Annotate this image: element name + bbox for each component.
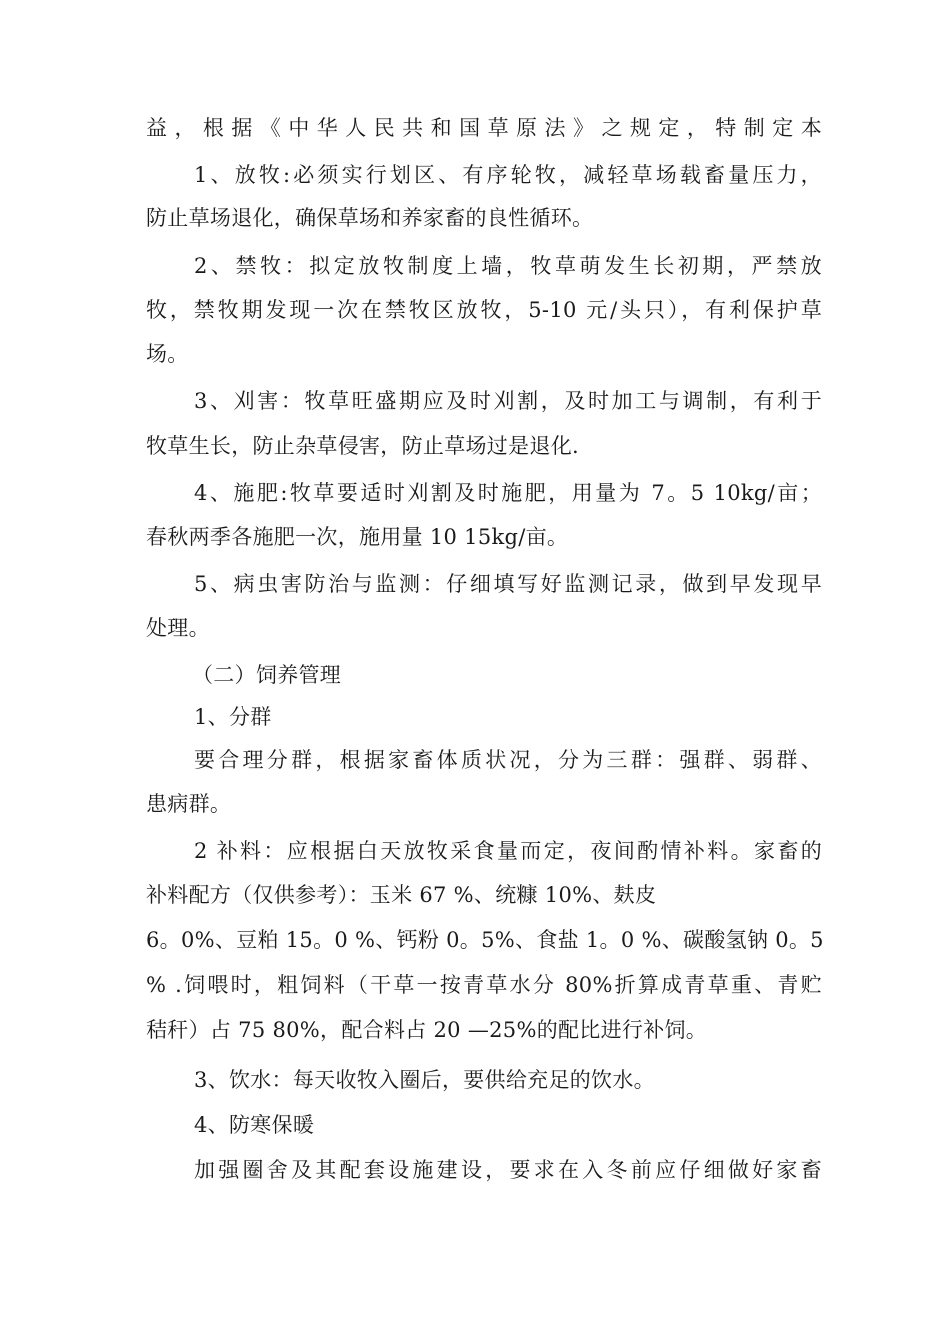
subsection-heading: 1、分群 <box>194 705 272 729</box>
paragraph-line: 患病群。 <box>146 792 232 816</box>
section-heading: （二）饲养管理 <box>192 663 342 687</box>
paragraph-line: % .饲喂时，粗饲料（干草一按青草水分 80%折算成青草重、青贮 <box>146 973 822 997</box>
paragraph-line: 春秋两季各施肥一次，施用量 10 15kg/亩。 <box>146 525 569 549</box>
paragraph-line: 补料配方（仅供参考）：玉米 67 %、统糠 10%、麸皮 <box>146 883 657 907</box>
paragraph-line: 秸秆）占 75 80%，配合料占 20 —25%的配比进行补饲。 <box>146 1018 708 1042</box>
paragraph-line: 要合理分群，根据家畜体质状况，分为三群：强群、弱群、 <box>194 748 822 772</box>
paragraph-line: 牧，禁牧期发现一次在禁牧区放牧，5-10 元/头只），有利保护草 <box>146 298 822 322</box>
paragraph-line: 1、放牧:必须实行划区、有序轮牧，减轻草场载畜量压力， <box>194 163 822 187</box>
paragraph-line: 益，根据《中华人民共和国草原法》之规定，特制定本 <box>146 116 822 140</box>
paragraph-line: 5、病虫害防治与监测：仔细填写好监测记录，做到早发现早 <box>194 572 822 596</box>
paragraph-line: 牧草生长，防止杂草侵害，防止草场过是退化. <box>146 434 579 458</box>
paragraph-line: 4、施肥:牧草要适时刈割及时施肥，用量为 7。5 10kg/亩； <box>194 481 822 505</box>
paragraph-line: 处理。 <box>146 616 210 640</box>
paragraph-line: 2 补料：应根据白天放牧采食量而定，夜间酌情补料。家畜的 <box>194 839 822 863</box>
paragraph-line: 3、刈害：牧草旺盛期应及时刈割，及时加工与调制，有利于 <box>194 389 822 413</box>
paragraph-line: 3、饮水：每天收牧入圈后，要供给充足的饮水。 <box>194 1068 655 1092</box>
subsection-heading: 4、防寒保暖 <box>194 1113 315 1137</box>
paragraph-line: 2、禁牧：拟定放牧制度上墙，牧草萌发生长初期，严禁放 <box>194 254 822 278</box>
paragraph-line: 6。0%、豆粕 15。0 %、钙粉 0。5%、食盐 1。0 %、碳酸氢钠 0。5 <box>146 928 824 952</box>
paragraph-line: 加强圈舍及其配套设施建设，要求在入冬前应仔细做好家畜 <box>194 1158 822 1182</box>
paragraph-line: 防止草场退化，确保草场和养家畜的良性循环。 <box>146 206 594 230</box>
paragraph-line: 场。 <box>146 342 189 366</box>
